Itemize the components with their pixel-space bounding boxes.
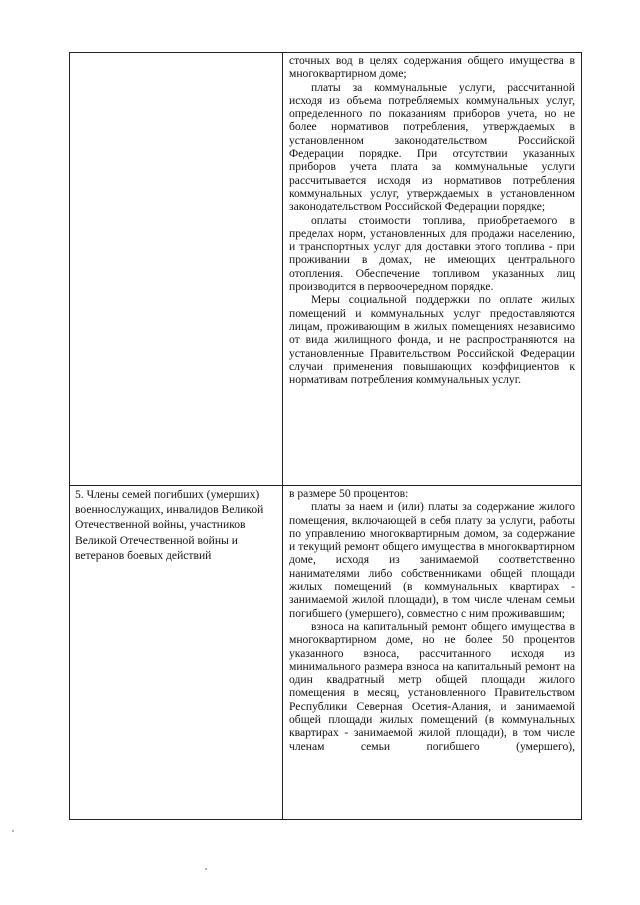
measures-paragraph: в размере 50 процентов: (289, 487, 409, 500)
measures-paragraph: взноса на капитальный ремонт общего имущества в многоквартирном доме, но не более 50 процентов указанного взноса, рассчитанного исходя из минимального размера взноса на капитальный ремонт на один квадратный метр общей площади жилого помещения в месяц, установленного Правительством Республики Северная Осетия-Алания, и занимаемой общей площади жилых помещений (в коммунальных квартирах - занимаемой жилой площади), в том числе членам семьи погибшего (умершего), (289, 619, 575, 753)
category-cell (70, 486, 283, 820)
measures-paragraph: платы за наем и (или) платы за содержание жилого помещения, включающей в себя плату за услуги, работы по управлению многоквартирным домом, за содержание и текущий ремонт общего имущества в многоквартирном доме, исходя из занимаемой соответственно нанимателями либо собственниками общей площади жилых помещений (в коммунальных квартирах - занимаемой жилой площади), в том числе членам семьи погибшего (умершего), совместно с ним проживавшим; (289, 500, 575, 620)
scan-speck (205, 868, 207, 870)
measures-paragraph: платы за коммунальные услуги, рассчитанной исходя из объема потребляемых коммунальных услуг, определенного по показаниям приборов учета, но не более нормативов потребления, утверждаемых в установленном законодательством Российской Федерации порядке. При отсутствии указанных приборов учета плата за коммунальные услуги рассчитывается исходя из нормативов потребления коммунальных услуг, утверждаемых в установленном законодательством Российской Федерации порядке; (289, 80, 575, 214)
measures-cell (283, 486, 582, 820)
category-text (70, 53, 282, 54)
benefits-table (69, 52, 582, 820)
category-cell (70, 53, 283, 486)
table-row (70, 53, 582, 486)
measures-paragraph: сточных вод в целях содержания общего имущества в многоквартирном доме; (289, 54, 575, 81)
scan-speck (12, 830, 14, 832)
measures-paragraph: оплаты стоимости топлива, приобретаемого в пределах норм, установленных для продажи населению, и транспортных услуг для доставки этого топлива - при проживании в домах, не имеющих центрального отопления. Обеспечение топливом указанных лиц производится в первоочередном порядке. (289, 213, 575, 294)
measures-cell (283, 53, 582, 486)
table-row (70, 486, 582, 820)
measures-paragraph: Меры социальной поддержки по оплате жилых помещений и коммунальных услуг предоставляются лицам, проживающим в жилых помещениях независимо от вида жилищного фонда, и не распространяются на установленные Правительством Российской Федерации случаи применения повышающих коэффициентов к нормативам потребления коммунальных услуг. (289, 293, 575, 387)
category-text: 5. Члены семей погибших (умерших) военнослужащих, инвалидов Великой Отечественной войны, участников Великой Отечественной войны и ветеранов боевых действий (75, 488, 264, 562)
